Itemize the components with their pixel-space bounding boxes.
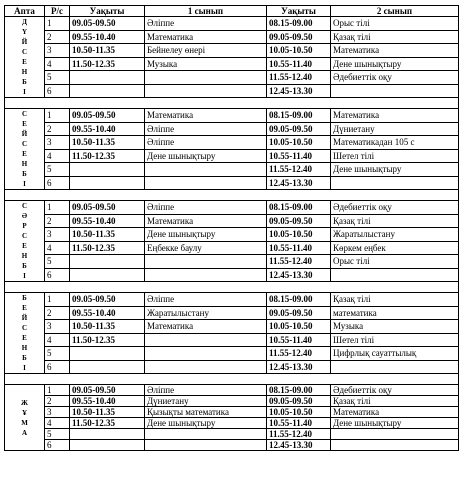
subject-class-2-cell: Көркем еңбек — [331, 241, 459, 255]
table-row — [5, 347, 459, 361]
timetable-header — [5, 6, 459, 17]
subject-class-1-cell: Дене шынықтыру — [145, 418, 267, 429]
lesson-number-cell: 6 — [45, 84, 70, 98]
table-row — [5, 293, 459, 307]
time-class-2-cell: 11.55-12.40 — [267, 347, 331, 361]
lesson-number-cell: 5 — [45, 71, 70, 85]
table-row — [5, 109, 459, 123]
subject-class-2-cell — [331, 268, 459, 282]
header-lesson-number: Р/с — [45, 6, 70, 17]
day-name-cell — [5, 201, 45, 282]
lesson-number-cell: 5 — [45, 163, 70, 177]
time-class-2-cell: 11.55-12.40 — [267, 255, 331, 269]
time-class-2-cell: 12.45-13.30 — [267, 440, 331, 451]
table-row — [5, 30, 459, 44]
table-row — [5, 176, 459, 190]
day-name: Д Ү Й С Е Н Б І — [21, 18, 28, 96]
time-class-1-cell: 11.50-12.35 — [70, 418, 145, 429]
subject-class-1-cell: Математика — [145, 109, 267, 123]
timetable-sheet — [4, 5, 459, 451]
time-class-2-cell: 08.15-09.00 — [267, 385, 331, 396]
table-row — [5, 429, 459, 440]
time-class-1-cell: 09.05-09.50 — [70, 385, 145, 396]
subject-class-1-cell — [145, 255, 267, 269]
subject-class-2-cell: Дене шынықтыру — [331, 57, 459, 71]
lesson-number-cell: 2 — [45, 214, 70, 228]
table-row — [5, 306, 459, 320]
subject-class-1-cell — [145, 429, 267, 440]
lesson-number-cell: 2 — [45, 30, 70, 44]
day-separator — [5, 190, 459, 201]
subject-class-1-cell — [145, 163, 267, 177]
subject-class-1-cell: Еңбекке баулу — [145, 241, 267, 255]
time-class-1-cell: 11.50-12.35 — [70, 149, 145, 163]
lesson-number-cell: 1 — [45, 17, 70, 31]
subject-class-1-cell: Математика — [145, 214, 267, 228]
subject-class-2-cell: Қазақ тілі — [331, 396, 459, 407]
lesson-number-cell: 6 — [45, 176, 70, 190]
day-name: Б Е Й С Е Н Б І — [21, 294, 28, 372]
table-row — [5, 163, 459, 177]
time-class-2-cell: 10.55-11.40 — [267, 333, 331, 347]
subject-class-2-cell: Дене шынықтыру — [331, 418, 459, 429]
lesson-number-cell: 3 — [45, 44, 70, 58]
table-row — [5, 214, 459, 228]
lesson-number-cell: 5 — [45, 347, 70, 361]
time-class-2-cell: 10.05-10.50 — [267, 136, 331, 150]
day-separator — [5, 282, 459, 293]
day-name-cell — [5, 385, 45, 451]
subject-class-2-cell: Математикадан 105 с — [331, 136, 459, 150]
lesson-number-cell: 1 — [45, 293, 70, 307]
time-class-2-cell: 09.05-09.50 — [267, 214, 331, 228]
subject-class-1-cell — [145, 268, 267, 282]
table-row — [5, 241, 459, 255]
subject-class-2-cell — [331, 84, 459, 98]
time-class-1-cell — [70, 176, 145, 190]
subject-class-2-cell: Математика — [331, 407, 459, 418]
header-time-class-1: Уақыты — [70, 6, 145, 17]
table-row — [5, 228, 459, 242]
subject-class-2-cell: Математика — [331, 109, 459, 123]
table-row — [5, 71, 459, 85]
lesson-number-cell: 5 — [45, 255, 70, 269]
lesson-number-cell: 3 — [45, 320, 70, 334]
header-row — [5, 6, 459, 17]
table-row — [5, 57, 459, 71]
time-class-1-cell: 09.55-10.40 — [70, 122, 145, 136]
time-class-1-cell — [70, 268, 145, 282]
lesson-number-cell: 1 — [45, 201, 70, 215]
subject-class-1-cell: Әліппе — [145, 122, 267, 136]
subject-class-2-cell: Дене шынықтыру — [331, 163, 459, 177]
time-class-2-cell: 11.55-12.40 — [267, 163, 331, 177]
subject-class-2-cell: Шетел тілі — [331, 333, 459, 347]
time-class-2-cell: 10.55-11.40 — [267, 57, 331, 71]
subject-class-2-cell: Қазақ тілі — [331, 293, 459, 307]
subject-class-1-cell: Қызықты математика — [145, 407, 267, 418]
subject-class-1-cell: Дүниетану — [145, 396, 267, 407]
time-class-2-cell: 11.55-12.40 — [267, 71, 331, 85]
time-class-2-cell: 10.05-10.50 — [267, 407, 331, 418]
subject-class-2-cell: Музыка — [331, 320, 459, 334]
time-class-1-cell — [70, 360, 145, 374]
table-row — [5, 255, 459, 269]
timetable-body — [5, 17, 459, 451]
day-name: С Е Й С Е Н Б І — [21, 110, 28, 188]
lesson-number-cell: 4 — [45, 241, 70, 255]
time-class-1-cell: 11.50-12.35 — [70, 241, 145, 255]
lesson-number-cell: 3 — [45, 136, 70, 150]
lesson-number-cell: 6 — [45, 360, 70, 374]
time-class-1-cell: 10.50-11.35 — [70, 136, 145, 150]
table-row — [5, 320, 459, 334]
lesson-number-cell: 5 — [45, 429, 70, 440]
subject-class-1-cell: Математика — [145, 30, 267, 44]
time-class-1-cell: 09.55-10.40 — [70, 396, 145, 407]
lesson-number-cell: 1 — [45, 109, 70, 123]
day-name-cell — [5, 293, 45, 374]
time-class-1-cell: 09.55-10.40 — [70, 306, 145, 320]
subject-class-2-cell — [331, 440, 459, 451]
day-name-cell — [5, 17, 45, 98]
subject-class-1-cell: Музыка — [145, 57, 267, 71]
time-class-1-cell: 09.05-09.50 — [70, 201, 145, 215]
lesson-number-cell: 4 — [45, 333, 70, 347]
subject-class-2-cell: Орыс тілі — [331, 255, 459, 269]
time-class-2-cell: 10.55-11.40 — [267, 149, 331, 163]
subject-class-1-cell — [145, 347, 267, 361]
subject-class-2-cell: Дүниетану — [331, 122, 459, 136]
time-class-2-cell: 08.15-09.00 — [267, 293, 331, 307]
table-row — [5, 360, 459, 374]
lesson-number-cell: 4 — [45, 149, 70, 163]
lesson-number-cell: 6 — [45, 268, 70, 282]
time-class-1-cell: 09.55-10.40 — [70, 30, 145, 44]
day-separator — [5, 374, 459, 385]
subject-class-1-cell: Әліппе — [145, 17, 267, 31]
header-class-2: 2 сынып — [331, 6, 459, 17]
time-class-2-cell: 10.05-10.50 — [267, 228, 331, 242]
subject-class-1-cell: Әліппе — [145, 385, 267, 396]
table-row — [5, 149, 459, 163]
separator-cell — [5, 374, 459, 385]
subject-class-2-cell: математика — [331, 306, 459, 320]
subject-class-2-cell: Әдебиеттік оқу — [331, 201, 459, 215]
time-class-1-cell — [70, 429, 145, 440]
time-class-2-cell: 12.45-13.30 — [267, 268, 331, 282]
timetable — [4, 5, 459, 451]
lesson-number-cell: 3 — [45, 407, 70, 418]
subject-class-1-cell: Дене шынықтыру — [145, 228, 267, 242]
subject-class-2-cell — [331, 176, 459, 190]
table-row — [5, 333, 459, 347]
header-week: Апта — [5, 6, 45, 17]
time-class-1-cell: 10.50-11.35 — [70, 44, 145, 58]
time-class-1-cell — [70, 163, 145, 177]
table-row — [5, 44, 459, 58]
subject-class-1-cell — [145, 440, 267, 451]
header-time-class-2: Уақыты — [267, 6, 331, 17]
subject-class-2-cell: Әдебиеттік оқу — [331, 71, 459, 85]
time-class-1-cell: 10.50-11.35 — [70, 320, 145, 334]
table-row — [5, 440, 459, 451]
subject-class-2-cell: Қазақ тілі — [331, 214, 459, 228]
header-class-1: 1 сынып — [145, 6, 267, 17]
time-class-1-cell — [70, 347, 145, 361]
subject-class-2-cell: Цифрлық сауаттылық — [331, 347, 459, 361]
subject-class-1-cell — [145, 360, 267, 374]
table-row — [5, 268, 459, 282]
subject-class-1-cell — [145, 333, 267, 347]
time-class-1-cell — [70, 84, 145, 98]
time-class-1-cell: 11.50-12.35 — [70, 333, 145, 347]
time-class-2-cell: 10.55-11.40 — [267, 241, 331, 255]
subject-class-2-cell: Жаратылыстану — [331, 228, 459, 242]
table-row — [5, 385, 459, 396]
time-class-2-cell: 10.05-10.50 — [267, 44, 331, 58]
time-class-2-cell: 08.15-09.00 — [267, 201, 331, 215]
time-class-2-cell: 09.05-09.50 — [267, 122, 331, 136]
time-class-2-cell: 09.05-09.50 — [267, 30, 331, 44]
time-class-1-cell: 09.05-09.50 — [70, 17, 145, 31]
lesson-number-cell: 6 — [45, 440, 70, 451]
time-class-1-cell: 09.55-10.40 — [70, 214, 145, 228]
subject-class-2-cell: Математика — [331, 44, 459, 58]
day-name-cell — [5, 109, 45, 190]
lesson-number-cell: 4 — [45, 418, 70, 429]
time-class-2-cell: 09.05-09.50 — [267, 306, 331, 320]
time-class-1-cell — [70, 255, 145, 269]
time-class-1-cell: 09.05-09.50 — [70, 293, 145, 307]
subject-class-1-cell: Әліппе — [145, 293, 267, 307]
time-class-2-cell: 08.15-09.00 — [267, 109, 331, 123]
subject-class-1-cell: Әліппе — [145, 201, 267, 215]
table-row — [5, 201, 459, 215]
table-row — [5, 418, 459, 429]
separator-cell — [5, 98, 459, 109]
subject-class-1-cell — [145, 84, 267, 98]
time-class-1-cell: 11.50-12.35 — [70, 57, 145, 71]
lesson-number-cell: 2 — [45, 122, 70, 136]
time-class-2-cell: 09.05-09.50 — [267, 396, 331, 407]
time-class-2-cell: 11.55-12.40 — [267, 429, 331, 440]
time-class-2-cell: 10.55-11.40 — [267, 418, 331, 429]
time-class-1-cell: 09.05-09.50 — [70, 109, 145, 123]
lesson-number-cell: 3 — [45, 228, 70, 242]
time-class-1-cell — [70, 440, 145, 451]
subject-class-2-cell: Әдебиеттік оқу — [331, 385, 459, 396]
table-row — [5, 84, 459, 98]
subject-class-1-cell — [145, 176, 267, 190]
subject-class-2-cell — [331, 429, 459, 440]
day-separator — [5, 98, 459, 109]
subject-class-1-cell: Математика — [145, 320, 267, 334]
table-row — [5, 122, 459, 136]
day-name: С Ә Р С Е Н Б І — [21, 202, 28, 280]
subject-class-1-cell — [145, 71, 267, 85]
subject-class-2-cell — [331, 360, 459, 374]
table-row — [5, 17, 459, 31]
lesson-number-cell: 2 — [45, 306, 70, 320]
time-class-1-cell: 10.50-11.35 — [70, 407, 145, 418]
table-row — [5, 396, 459, 407]
table-row — [5, 407, 459, 418]
separator-cell — [5, 190, 459, 201]
subject-class-2-cell: Орыс тілі — [331, 17, 459, 31]
time-class-2-cell: 10.05-10.50 — [267, 320, 331, 334]
lesson-number-cell: 4 — [45, 57, 70, 71]
lesson-number-cell: 1 — [45, 385, 70, 396]
time-class-2-cell: 12.45-13.30 — [267, 360, 331, 374]
subject-class-1-cell: Жаратылыстану — [145, 306, 267, 320]
time-class-1-cell: 10.50-11.35 — [70, 228, 145, 242]
time-class-1-cell — [70, 71, 145, 85]
separator-cell — [5, 282, 459, 293]
table-row — [5, 136, 459, 150]
time-class-2-cell: 12.45-13.30 — [267, 84, 331, 98]
lesson-number-cell: 2 — [45, 396, 70, 407]
time-class-2-cell: 08.15-09.00 — [267, 17, 331, 31]
subject-class-1-cell: Бейнелеу өнері — [145, 44, 267, 58]
subject-class-2-cell: Қазақ тілі — [331, 30, 459, 44]
subject-class-1-cell: Дене шынықтыру — [145, 149, 267, 163]
day-name: Ж Ұ М А — [21, 398, 28, 437]
time-class-2-cell: 12.45-13.30 — [267, 176, 331, 190]
subject-class-2-cell: Шетел тілі — [331, 149, 459, 163]
subject-class-1-cell: Әліппе — [145, 136, 267, 150]
